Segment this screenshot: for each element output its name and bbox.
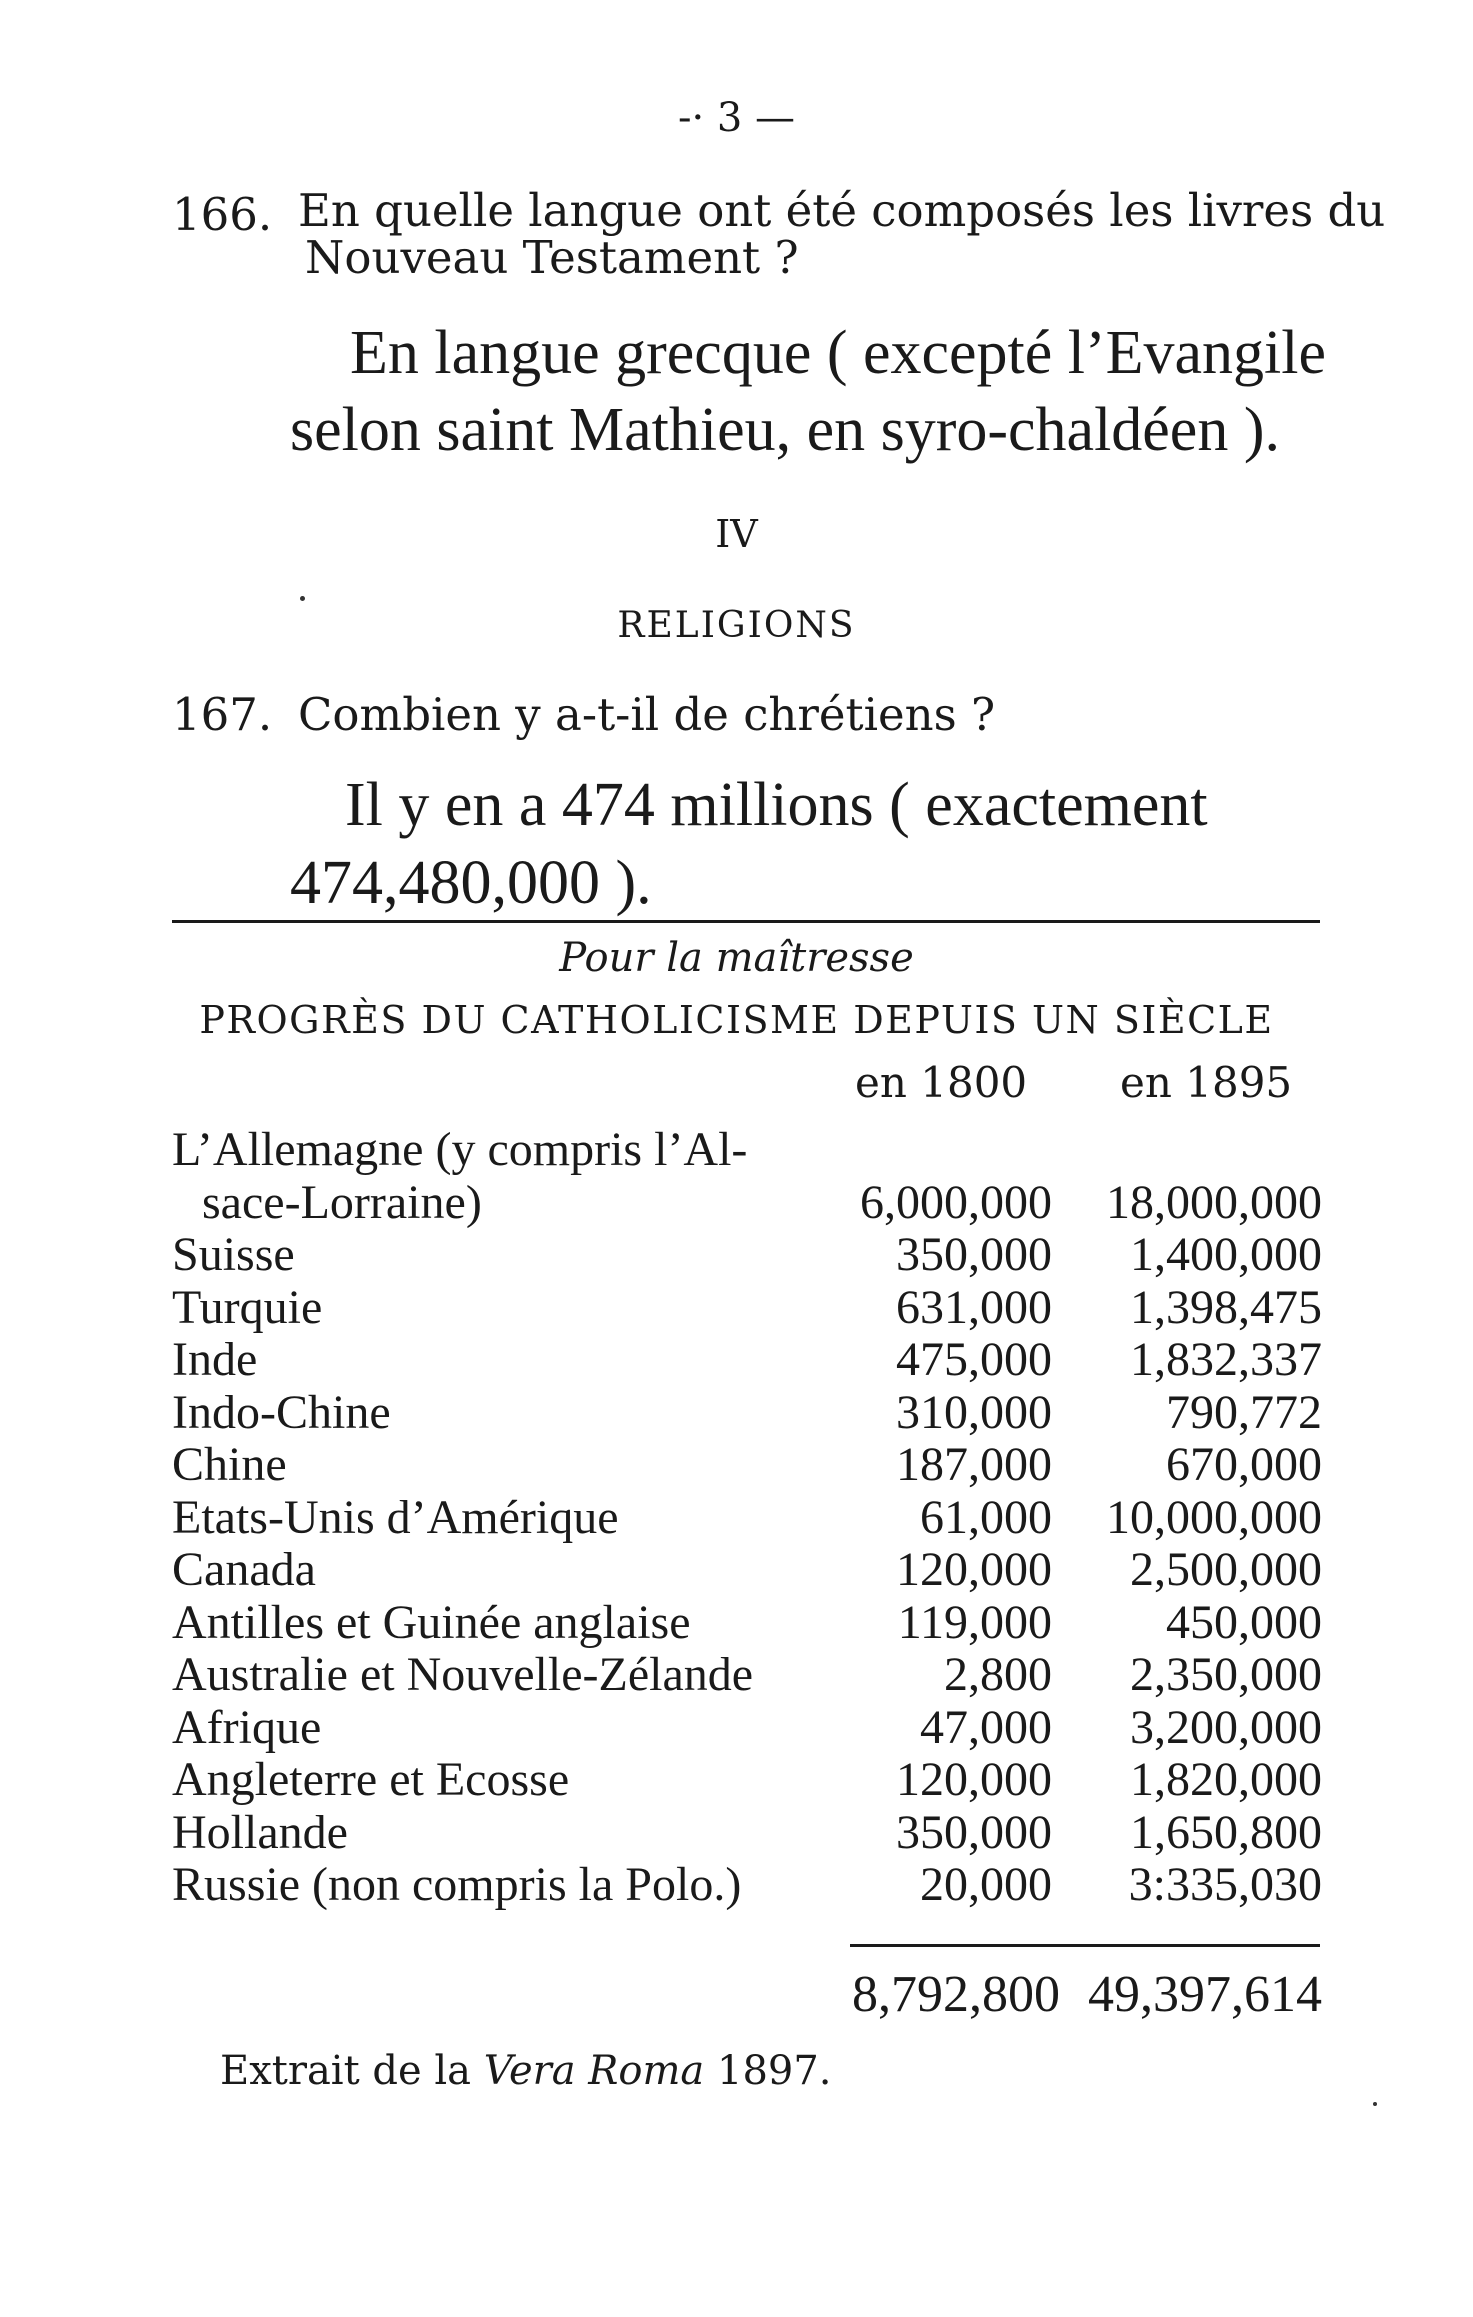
value-1800: 47,000	[920, 1700, 1052, 1754]
table-row	[172, 1227, 1322, 1280]
value-1800: 6,000,000	[860, 1175, 1052, 1229]
value-1800: 475,000	[896, 1333, 1052, 1386]
note-label: Pour la maîtresse	[559, 935, 914, 981]
value-1800: 61,000	[920, 1490, 1052, 1544]
value-1895: 1,400,000	[1130, 1228, 1322, 1281]
value-1895: 450,000	[1166, 1595, 1322, 1649]
value-1895: 2,350,000	[1130, 1648, 1322, 1701]
stray-mark	[300, 596, 305, 601]
country-name: Angleterre et Ecosse	[172, 1753, 570, 1806]
value-1800: 350,000	[896, 1805, 1052, 1859]
question-167-text: Combien y a-t-il de chrétiens ?	[298, 688, 996, 741]
table-row	[172, 1437, 1322, 1490]
column-header-1895: en 1895	[1120, 1058, 1293, 1107]
stray-mark	[1373, 2102, 1377, 2106]
question-166-line1: En quelle langue ont été composés les livres du	[298, 184, 1386, 237]
value-1800: 120,000	[896, 1543, 1052, 1596]
value-1895: 790,772	[1166, 1385, 1322, 1439]
question-166-number: 166.	[172, 188, 273, 241]
totals-row	[172, 1965, 1322, 2025]
table-row	[172, 1542, 1322, 1595]
question-167-number: 167.	[172, 688, 273, 741]
country-name: Etats-Unis d’Amérique	[172, 1490, 619, 1544]
country-name: Indo-Chine	[172, 1385, 391, 1439]
source-work: Vera Roma	[483, 2048, 705, 2094]
total-1895: 49,397,614	[1088, 1966, 1322, 2023]
statistics-table	[172, 1122, 1322, 1910]
table-row	[172, 1385, 1322, 1438]
value-1895: 1,650,800	[1130, 1805, 1322, 1859]
section-title: RELIGIONS	[617, 605, 856, 646]
table-row	[172, 1280, 1322, 1333]
value-1895: 3:335,030	[1128, 1858, 1322, 1911]
column-header-1800: en 1800	[855, 1058, 1028, 1107]
table-row	[172, 1700, 1322, 1753]
value-1895: 1,832,337	[1130, 1333, 1322, 1386]
page-number: -· 3 —	[677, 95, 796, 141]
divider-rule	[172, 920, 1320, 923]
table-row	[172, 1175, 1322, 1228]
question-166-line2: Nouveau Testament ?	[305, 231, 799, 284]
source-citation	[220, 2048, 832, 2094]
value-1895: 18,000,000	[1106, 1175, 1322, 1229]
value-1895: 670,000	[1166, 1438, 1322, 1491]
value-1800: 120,000	[896, 1753, 1052, 1806]
table-row	[172, 1805, 1322, 1858]
country-name: Antilles et Guinée anglaise	[172, 1595, 691, 1649]
table-row	[172, 1752, 1322, 1805]
country-name: Hollande	[172, 1805, 348, 1859]
answer-166-line1: En langue grecque ( excepté l’Evangile	[350, 319, 1327, 387]
answer-167-line1: Il y en a 474 millions ( exactement	[345, 771, 1208, 839]
table-row	[172, 1595, 1322, 1648]
source-prefix: Extrait de la	[220, 2048, 472, 2094]
country-name: Canada	[172, 1543, 316, 1596]
country-name: Inde	[172, 1333, 258, 1386]
value-1895: 10,000,000	[1106, 1490, 1322, 1544]
value-1800: 2,800	[944, 1648, 1052, 1701]
value-1895: 2,500,000	[1130, 1543, 1322, 1596]
table-title: PROGRÈS DU CATHOLICISME DEPUIS UN SIÈCLE	[199, 998, 1274, 1042]
country-name: sace-Lorraine)	[202, 1175, 482, 1229]
totals-rule	[850, 1944, 1320, 1947]
value-1800: 20,000	[920, 1858, 1052, 1911]
country-name: Australie et Nouvelle-Zélande	[172, 1648, 754, 1701]
table-row	[172, 1490, 1322, 1543]
country-name: Afrique	[172, 1700, 322, 1754]
value-1895: 3,200,000	[1130, 1700, 1322, 1754]
country-name: Turquie	[172, 1280, 323, 1334]
answer-166-line2: selon saint Mathieu, en syro-chaldéen ).	[290, 396, 1280, 464]
value-1895: 1,820,000	[1130, 1753, 1322, 1806]
total-1800: 8,792,800	[852, 1966, 1060, 2023]
value-1800: 187,000	[896, 1438, 1052, 1491]
section-number: IV	[715, 512, 758, 556]
country-name: Suisse	[172, 1228, 295, 1281]
table-row	[172, 1122, 1322, 1175]
table-row	[172, 1857, 1322, 1910]
country-name: Russie (non compris la Polo.)	[172, 1858, 742, 1911]
value-1895: 1,398,475	[1130, 1280, 1322, 1334]
source-year: 1897.	[717, 2048, 832, 2094]
table-row	[172, 1332, 1322, 1385]
value-1800: 631,000	[896, 1280, 1052, 1334]
value-1800: 119,000	[897, 1595, 1052, 1649]
value-1800: 350,000	[896, 1228, 1052, 1281]
answer-167-line2: 474,480,000 ).	[290, 849, 652, 917]
country-name: Chine	[172, 1438, 287, 1491]
value-1800: 310,000	[896, 1385, 1052, 1439]
table-row	[172, 1647, 1322, 1700]
country-name: L’Allemagne (y compris l’Al-	[172, 1123, 748, 1176]
